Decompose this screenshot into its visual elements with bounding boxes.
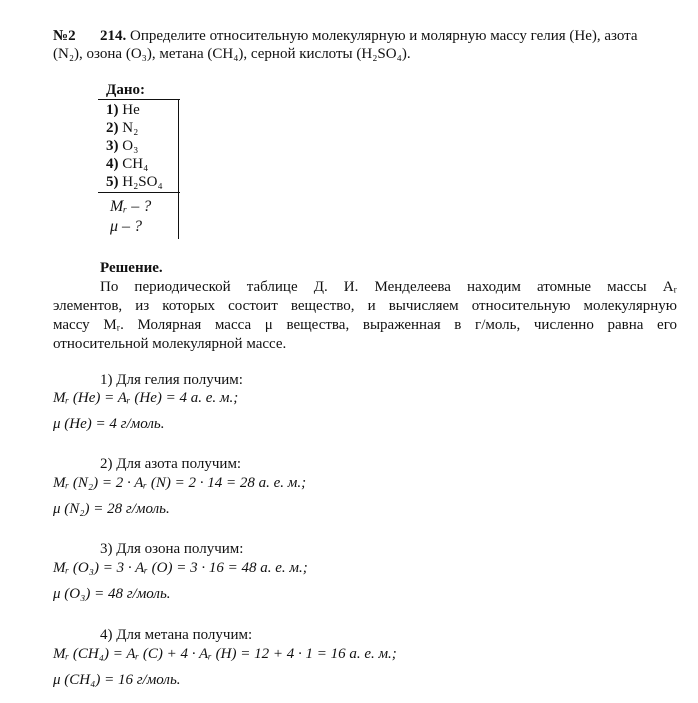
step-3-formula-1: Mᵣ (O₃) = 3 · Aᵣ (O) = 3 · 16 = 48 а. е. м.;	[53, 560, 308, 576]
problem-statement-line2: (N₂), озона (O₃), метана (CH₄), серной кислоты (H₂SO₄).	[53, 46, 411, 62]
step-4-formula-2: μ (CH₄) = 16 г/моль.	[53, 672, 181, 688]
given-item-3: 3) O₃	[106, 138, 139, 154]
given-find-rule	[98, 192, 180, 193]
step-3-title: 3) Для озона получим:	[100, 541, 244, 557]
find-molar-mass: μ – ?	[110, 218, 143, 235]
given-top-rule	[98, 99, 180, 100]
step-1-title: 1) Для гелия получим:	[100, 372, 243, 388]
find-molar-relative: Mᵣ – ?	[110, 198, 152, 215]
given-item-4: 4) CH₄	[106, 156, 149, 172]
given-item-5: 5) H₂SO₄	[106, 174, 163, 190]
given-item-2: 2) N₂	[106, 120, 139, 136]
problem-statement-line1	[100, 28, 638, 45]
given-item-1: 1) He	[106, 102, 140, 118]
given-vertical-rule	[178, 99, 179, 239]
problem-number: 214.	[100, 28, 127, 44]
step-2-title: 2) Для азота получим:	[100, 456, 242, 472]
step-3-formula-2: μ (O₃) = 48 г/моль.	[53, 586, 171, 602]
step-1-formula-1: Mᵣ (He) = Aᵣ (He) = 4 а. е. м.;	[53, 390, 239, 406]
step-4-formula-1: Mᵣ (CH₄) = Aᵣ (C) + 4 · Aᵣ (H) = 12 + 4 · 1 = 16 а. е. м.;	[53, 646, 397, 662]
step-2-formula-1: Mᵣ (N₂) = 2 · Aᵣ (N) = 2 · 14 = 28 а. е. м.;	[53, 475, 307, 491]
problem-text-1: Определите относительную молекулярную и молярную массу гелия (He), азота	[130, 28, 638, 44]
step-1-formula-2: μ (He) = 4 г/моль.	[53, 416, 165, 432]
step-2-formula-2: μ (N₂) = 28 г/моль.	[53, 501, 170, 517]
solution-line-4: относительной молекулярной массе.	[53, 336, 287, 352]
step-4-title: 4) Для метана получим:	[100, 627, 253, 643]
solution-line-1: По периодической таблице Д. И. Менделеева находим атомные массы Aᵣ	[100, 279, 677, 295]
solution-paragraph	[53, 278, 677, 354]
task-number: №2	[53, 28, 76, 44]
solution-line-3: массу Mᵣ. Молярная масса μ вещества, выраженная в г/моль, численно равна его	[53, 317, 677, 333]
given-title: Дано:	[106, 82, 145, 98]
solution-line-2: элементов, из которых состоит вещество, и вычисляем относительную молекулярную	[53, 298, 677, 314]
solution-title: Решение.	[100, 260, 163, 276]
